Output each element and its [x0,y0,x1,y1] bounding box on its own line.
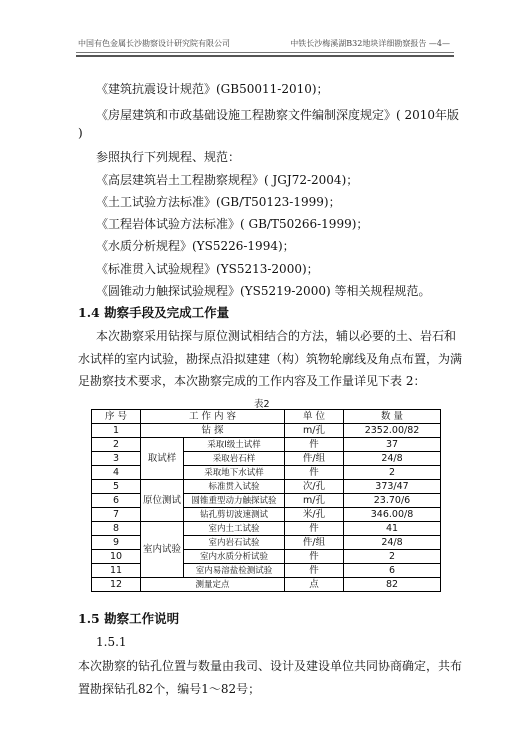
section-1-5-p1: 本次勘察的钻孔位置与数量由我司、设计及建设单位共同协商确定，共布 [78,659,463,673]
col-header-unit: 单 位 [285,410,344,424]
cell-no: 2 [92,438,141,452]
cell-qty: 2 [344,466,441,480]
cell-item: 钻孔剪切波速测试 [184,508,285,522]
cell-item: 室内水质分析试验 [184,550,285,564]
table-row [92,578,441,592]
section-1-5-sub: 1.5.1 [96,635,127,649]
cell-no: 10 [92,550,141,564]
table-row [92,480,441,494]
cell-unit: 点 [285,578,344,592]
cell-unit: 次/孔 [285,480,344,494]
cell-no: 5 [92,480,141,494]
cell-item: 标准贯入试验 [184,480,285,494]
section-1-4-p3: 足勘察技术要求，本次勘察完成的工作内容及工作量详见下表 2： [78,374,426,388]
table-row [92,424,441,438]
cell-no: 4 [92,466,141,480]
cell-no: 12 [92,578,141,592]
cell-item: 测量定点 [141,578,285,592]
col-header-item: 工 作 内 容 [141,410,285,424]
cell-item: 室内岩石试验 [184,536,285,550]
cell-no: 7 [92,508,141,522]
header-right: 中铁长沙梅溪湖B32地块详细勘察报告 —4— [290,39,450,48]
ref-line-6: 《工程岩体试验方法标准》( GB/T50266-1999)； [96,217,369,231]
section-1-5-p2: 置勘探钻孔82个，编号1～82号； [78,682,261,696]
col-header-qty: 数 量 [344,410,441,424]
cell-qty: 2352.00/82 [344,424,441,438]
cell-qty: 24/8 [344,536,441,550]
cell-no: 3 [92,452,141,466]
ref-line-5: 《土工试验方法标准》(GB/T50123-1999)； [96,195,341,209]
header-rule [76,52,454,53]
cell-qty: 2 [344,550,441,564]
ref-line-2-cont: ) [78,126,83,140]
cell-unit: m/孔 [285,494,344,508]
cell-no: 6 [92,494,141,508]
cell-no: 11 [92,564,141,578]
cell-item: 采取Ⅰ级土试样 [184,438,285,452]
group-cell-sampling: 取试样 [141,438,184,480]
cell-item: 室内易溶盐检测试验 [184,564,285,578]
cell-no: 8 [92,522,141,536]
cell-unit: 米/孔 [285,508,344,522]
cell-item: 采取岩石样 [184,452,285,466]
ref-line-2: 《房屋建筑和市政基础设施工程勘察文件编制深度规定》( 2010年版 [96,108,460,122]
ref-line-8: 《标准贯入试验规程》(YS5213-2000)； [96,262,319,276]
cell-unit: m/孔 [285,424,344,438]
cell-qty: 23.70/6 [344,494,441,508]
table-row [92,438,441,452]
section-1-4-heading: 1.4 勘察手段及完成工作量 [78,305,230,320]
section-1-4-p2: 水试样的室内试验，勘探点沿拟建建（构）筑物轮廓线及角点布置，为满 [78,352,463,366]
cell-item: 圆锥重型动力触探试验 [184,494,285,508]
cell-item: 钻 探 [141,424,285,438]
cell-no: 1 [92,424,141,438]
section-1-4-p1: 本次勘察采用钻探与原位测试相结合的方法，辅以必要的土、岩石和 [96,329,457,343]
group-cell-insitu: 原位测试 [141,480,184,522]
page-header [78,38,450,49]
section-1-5-heading: 1.5 勘察工作说明 [78,611,180,626]
cell-qty: 41 [344,522,441,536]
table-header-row [92,410,441,424]
cell-unit: 件 [285,564,344,578]
cell-unit: 件 [285,466,344,480]
group-cell-lab: 室内试验 [141,522,184,578]
col-header-no: 序 号 [92,410,141,424]
cell-unit: 件/组 [285,452,344,466]
cell-unit: 件 [285,438,344,452]
cell-qty: 373/47 [344,480,441,494]
cell-unit: 件 [285,550,344,564]
table-caption: 表2 [254,399,270,410]
cell-item: 室内土工试验 [184,522,285,536]
cell-qty: 82 [344,578,441,592]
cell-qty: 346.00/8 [344,508,441,522]
cell-item: 采取地下水试样 [184,466,285,480]
cell-no: 9 [92,536,141,550]
cell-unit: 件/组 [285,536,344,550]
ref-line-3: 参照执行下列规程、规范： [96,150,241,164]
table-row [92,522,441,536]
ref-line-4: 《高层建筑岩土工程勘察规程》( JGJ72-2004)； [96,173,359,187]
workload-table [91,409,441,592]
cell-qty: 24/8 [344,452,441,466]
cell-qty: 37 [344,438,441,452]
cell-unit: 件 [285,522,344,536]
header-left: 中国有色金属长沙勘察设计研究院有限公司 [78,39,230,48]
ref-line-1: 《建筑抗震设计规范》(GB50011-2010)； [96,82,329,96]
ref-line-7: 《水质分析规程》(YS5226-1994)； [96,239,295,253]
ref-line-9: 《圆锥动力触探试验规程》(YS5219-2000) 等相关规程规范。 [96,284,431,298]
header-rule-thick [76,55,454,57]
cell-qty: 6 [344,564,441,578]
